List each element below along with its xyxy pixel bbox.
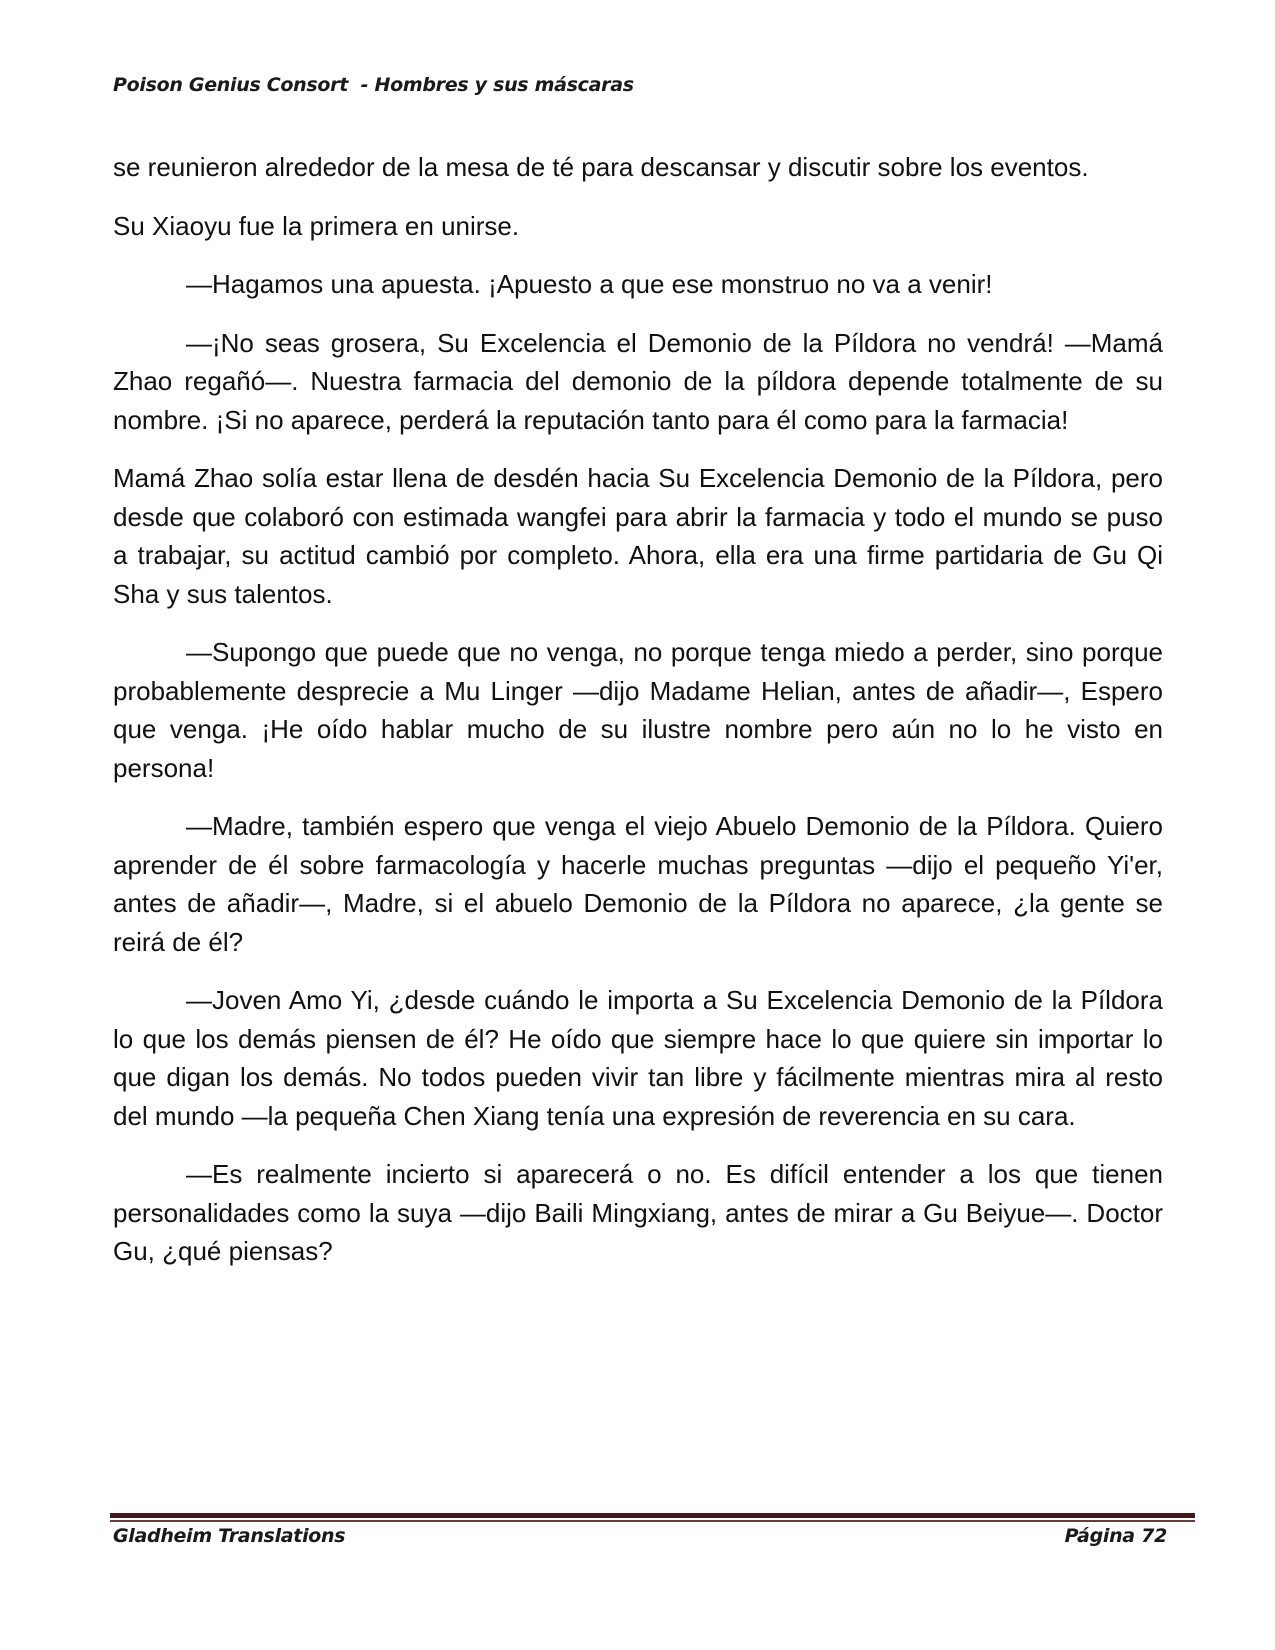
- footer-divider-thin: [110, 1520, 1195, 1522]
- paragraph: Su Xiaoyu fue la primera en unirse.: [113, 210, 520, 241]
- footer-publisher: Gladheim Translations: [113, 1525, 346, 1547]
- footer-divider: [110, 1513, 1195, 1518]
- dialogue-paragraph: —Joven Amo Yi, ¿desde cuándo le importa a Su Excelencia Demonio de la Píldora lo que los demás piensen de él? He oído que siempre hace lo que quiere sin importar lo que digan los demás. No todos pueden vivir tan libre y fácilmente mientras mira al resto del mundo —la pequeña Chen Xiang tenía una expresión de reverencia en su cara.: [113, 985, 1163, 1131]
- page-body: [113, 148, 1163, 1291]
- dialogue-paragraph: —Hagamos una apuesta. ¡Apuesto a que ese monstruo no va a venir!: [186, 269, 993, 299]
- dialogue-paragraph: —¡No seas grosera, Su Excelencia el Demonio de la Píldora no vendrá! —Mamá Zhao regañó—. Nuestra farmacia del demonio de la píldora depende totalmente de su nombre. ¡Si no aparece, perderá la reputación tanto para él como para la farmacia!: [113, 327, 1163, 435]
- dialogue-paragraph: —Es realmente incierto si aparecerá o no. Es difícil entender a los que tienen personalidades como la suya —dijo Baili Mingxiang, antes de mirar a Gu Beiyue—. Doctor Gu, ¿qué piensas?: [113, 1159, 1163, 1266]
- dialogue-paragraph: —Supongo que puede que no venga, no porque tenga miedo a perder, sino porque probablemente desprecie a Mu Linger —dijo Madame Helian, antes de añadir—, Espero que venga. ¡He oído hablar mucho de su ilustre nombre pero aún no lo he visto en persona!: [113, 637, 1163, 783]
- dialogue-paragraph: —Madre, también espero que venga el viejo Abuelo Demonio de la Píldora. Quiero aprender de él sobre farmacología y hacerle muchas preguntas —dijo el pequeño Yi'er, antes de añadir—, Madre, si el abuelo Demonio de la Píldora no aparece, ¿la gente se reirá de él?: [113, 811, 1163, 957]
- paragraph: Mamá Zhao solía estar llena de desdén hacia Su Excelencia Demonio de la Píldora, pero desde que colaboró con estimada wangfei para abrir la farmacia y todo el mundo se puso a trabajar, su actitud cambió por completo. Ahora, ella era una firme partidaria de Gu Qi Sha y sus talentos.: [113, 463, 1163, 609]
- page-number: Página 72: [1064, 1525, 1167, 1547]
- page-header: Poison Genius Consort - Hombres y sus máscaras: [113, 74, 634, 96]
- paragraph: se reunieron alrededor de la mesa de té para descansar y discutir sobre los eventos.: [113, 152, 1089, 182]
